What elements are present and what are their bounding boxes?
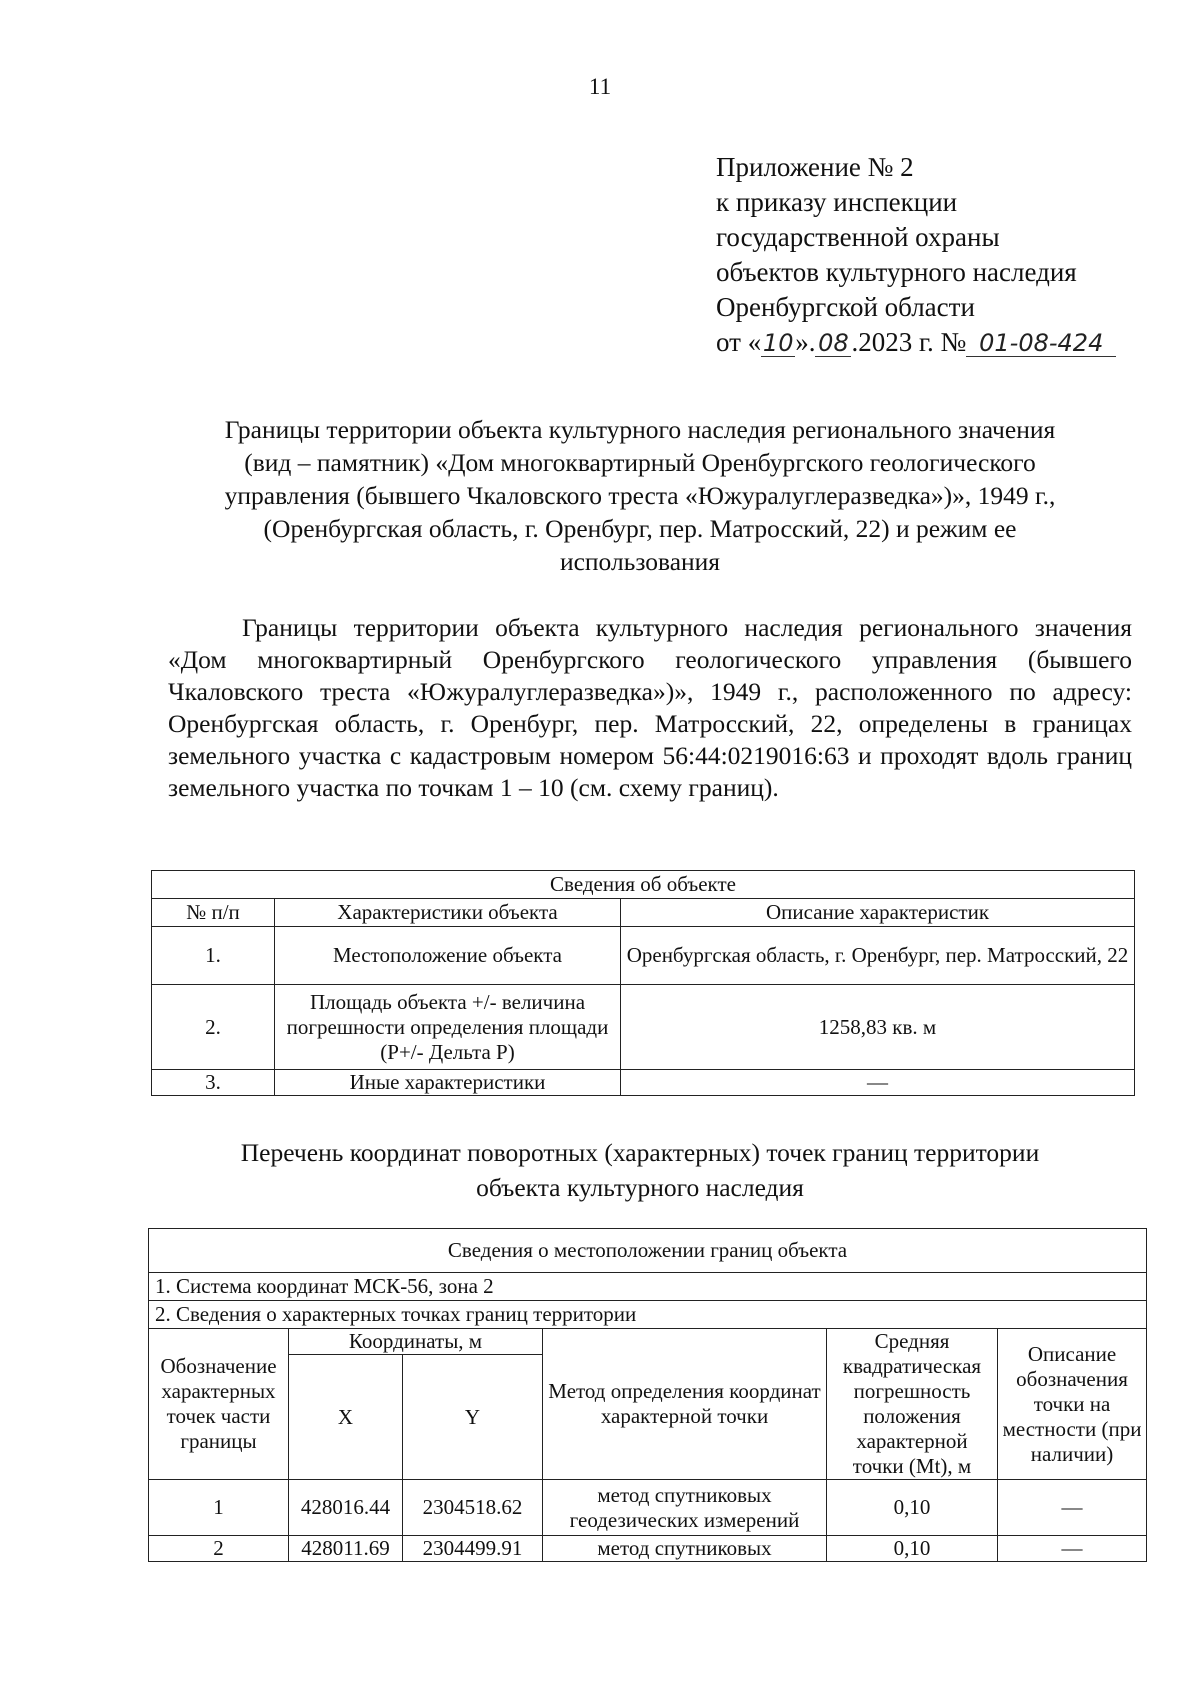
heading-line: управления (бывшего Чкаловского треста «Южуралуглеразведка»)», 1949 г., bbox=[224, 481, 1056, 510]
heading-line: Границы территории объекта культурного наследия регионального значения bbox=[224, 415, 1056, 444]
coordinates-table bbox=[148, 1228, 1147, 1562]
table-cell: 2. bbox=[152, 985, 275, 1070]
coordinates-heading bbox=[150, 1135, 1130, 1205]
appendix-block bbox=[716, 150, 1116, 360]
table-cell: 1258,83 кв. м bbox=[621, 985, 1135, 1070]
appendix-line: к приказу инспекции bbox=[716, 187, 958, 217]
header-point-designation: Обозначение характерных точек части границы bbox=[149, 1329, 289, 1480]
appendix-date-line bbox=[716, 325, 1116, 360]
header-method: Метод определения координат характерной точки bbox=[543, 1329, 827, 1480]
appendix-line: государственной охраны bbox=[716, 222, 1000, 252]
table-cell: 428016.44 bbox=[289, 1480, 403, 1536]
header-point-description: Описание обозначения точки на местности (при наличии) bbox=[998, 1329, 1147, 1480]
table-cell: 428011.69 bbox=[289, 1536, 403, 1562]
table-cell: Оренбургская область, г. Оренбург, пер. Матросский, 22 bbox=[621, 927, 1135, 985]
table-cell: 0,10 bbox=[827, 1480, 998, 1536]
points-section-title: 2. Сведения о характерных точках границ территории bbox=[149, 1301, 1147, 1329]
body-text bbox=[168, 612, 1132, 804]
coordinate-system: 1. Система координат МСК-56, зона 2 bbox=[149, 1273, 1147, 1301]
table-row bbox=[149, 1536, 1147, 1562]
header-coordinates: Координаты, м bbox=[289, 1329, 543, 1355]
table-cell: 1 bbox=[149, 1480, 289, 1536]
object-table-header: Описание характеристик bbox=[621, 899, 1135, 927]
table-cell: Площадь объекта +/- величина погрешности определения площади (Р+/- Дельта Р) bbox=[275, 985, 621, 1070]
table-row bbox=[149, 1480, 1147, 1536]
header-y: Y bbox=[403, 1355, 543, 1480]
appendix-line: Приложение № 2 bbox=[716, 152, 914, 182]
date-year: .2023 г. № bbox=[851, 327, 967, 357]
date-day: 10 bbox=[762, 329, 794, 357]
heading-line: использования bbox=[559, 547, 721, 576]
appendix-line: Оренбургской области bbox=[716, 292, 975, 322]
order-number: 01-08-424 bbox=[966, 330, 1116, 357]
coords-table-title: Сведения о местоположении границ объекта bbox=[149, 1229, 1147, 1273]
list-heading-line: объекта культурного наследия bbox=[476, 1173, 804, 1202]
appendix-line: объектов культурного наследия bbox=[716, 257, 1077, 287]
table-cell: — bbox=[621, 1070, 1135, 1096]
object-info-table bbox=[151, 870, 1135, 1096]
table-cell: Иные характеристики bbox=[275, 1070, 621, 1096]
document-heading bbox=[150, 413, 1130, 578]
table-cell: 1. bbox=[152, 927, 275, 985]
table-cell: 2 bbox=[149, 1536, 289, 1562]
table-cell: 0,10 bbox=[827, 1536, 998, 1562]
table-row bbox=[152, 927, 1135, 985]
header-mean-error: Средняя квадратическая погрешность положения характерной точки (Mt), м bbox=[827, 1329, 998, 1480]
page-number: 11 bbox=[588, 74, 612, 99]
table-cell: 3. bbox=[152, 1070, 275, 1096]
date-month: 08 bbox=[815, 330, 851, 357]
table-cell: — bbox=[998, 1536, 1147, 1562]
table-cell: метод спутниковых геодезических измерений bbox=[543, 1480, 827, 1536]
table-cell: метод спутниковых bbox=[543, 1536, 827, 1562]
heading-line: (вид – памятник) «Дом многоквартирный Оренбургского геологического bbox=[244, 448, 1036, 477]
date-sep: ». bbox=[795, 327, 816, 357]
table-cell: 2304518.62 bbox=[403, 1480, 543, 1536]
header-x: X bbox=[289, 1355, 403, 1480]
table-cell: — bbox=[998, 1480, 1147, 1536]
body-paragraph: Границы территории объекта культурного наследия регионального значения «Дом многоквартирный Оренбургского геологического управления (бывшего Чкаловского треста «Южуралуглеразведка»)», 1949 г., расположенного по адресу: Оренбургская область, г. Оренбург, пер. Матросский, 22, определены в границах земельного участка с кадастровым номером 56:44:0219016:63 и проходят вдоль границ земельного участка по точкам 1 – 10 (см. схему границ). bbox=[168, 613, 1132, 802]
table-cell: 2304499.91 bbox=[403, 1536, 543, 1562]
date-prefix: от « bbox=[716, 327, 762, 357]
object-table-header: № п/п bbox=[152, 899, 275, 927]
object-table-title: Сведения об объекте bbox=[152, 871, 1135, 899]
object-table-header: Характеристики объекта bbox=[275, 899, 621, 927]
table-row bbox=[152, 985, 1135, 1070]
table-cell: Местоположение объекта bbox=[275, 927, 621, 985]
table-row bbox=[152, 1070, 1135, 1096]
heading-line: (Оренбургская область, г. Оренбург, пер. Матросский, 22) и режим ее bbox=[263, 514, 1017, 543]
list-heading-line: Перечень координат поворотных (характерных) точек границ территории bbox=[240, 1138, 1040, 1167]
